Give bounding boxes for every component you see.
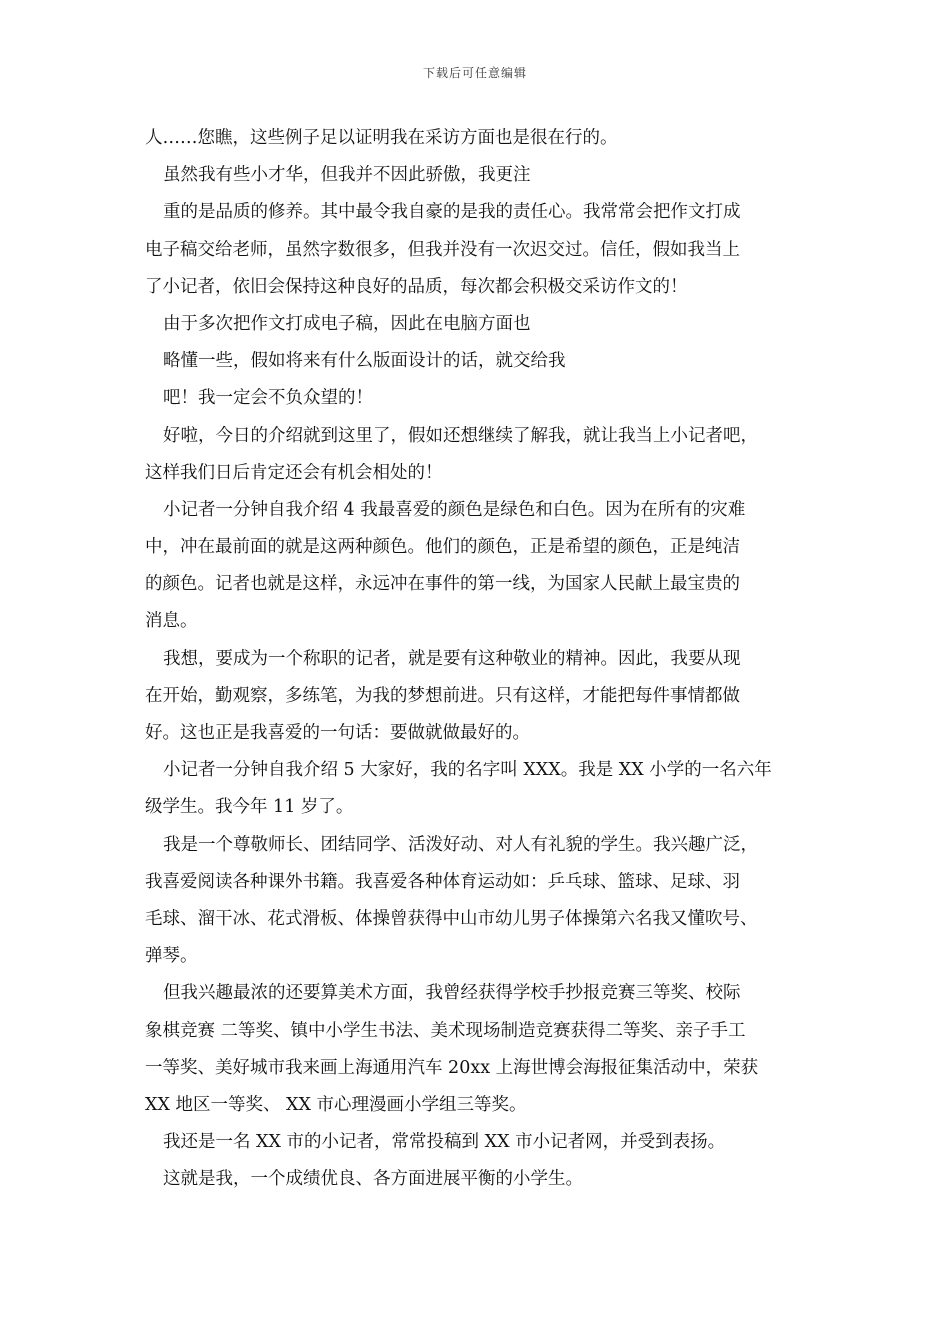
text-line: 小记者一分钟自我介绍 5 大家好，我的名字叫 XXX。我是 XX 小学的一名六年	[163, 760, 772, 781]
text-line: 弹琴。	[145, 946, 198, 967]
text-line: 略懂一些，假如将来有什么版面设计的话，就交给我	[163, 351, 566, 372]
text-line: 这就是我，一个成绩优良、各方面进展平衡的小学生。	[163, 1169, 583, 1190]
text-line: 但我兴趣最浓的还要算美术方面，我曾经获得学校手抄报竞赛三等奖、校际	[163, 983, 741, 1004]
text-line: 由于多次把作文打成电子稿，因此在电脑方面也	[163, 313, 531, 334]
text-line: 的颜色。记者也就是这样，永远冲在事件的第一线，为国家人民献上最宝贵的	[145, 574, 740, 595]
text-line: 一等奖、美好城市我来画上海通用汽车 20xx 上海世博会海报征集活动中，荣获	[145, 1057, 759, 1078]
text-line: 好啦，今日的介绍就到这里了，假如还想继续了解我，就让我当上小记者吧，	[163, 425, 758, 446]
text-line: 我还是一名 XX 市的小记者，常常投稿到 XX 市小记者网，并受到表扬。	[163, 1132, 726, 1153]
page-header: 下载后可任意编辑	[422, 66, 527, 80]
text-line: 我喜爱阅读各种课外书籍。我喜爱各种体育运动如：乒乓球、篮球、足球、羽	[145, 871, 740, 892]
text-line: 吧！我一定会不负众望的！	[163, 388, 373, 409]
text-line: 重的是品质的修养。其中最令我自豪的是我的责任心。我常常会把作文打成	[163, 202, 741, 223]
text-line: 这样我们日后肯定还会有机会相处的！	[145, 462, 443, 483]
text-line: 消息。	[145, 611, 198, 632]
text-line: XX 地区一等奖、 XX 市心理漫画小学组三等奖。	[145, 1094, 527, 1115]
text-line: 毛球、溜干冰、花式滑板、体操曾获得中山市幼儿男子体操第六名我又懂吹号、	[145, 908, 758, 929]
text-line: 在开始，勤观察，多练笔，为我的梦想前进。只有这样，才能把每件事情都做	[145, 685, 740, 706]
text-line: 好。这也正是我喜爱的一句话：要做就做最好的。	[145, 723, 530, 743]
text-line: 我是一个尊敬师长、团结同学、活泼好动、对人有礼貌的学生。我兴趣广泛，	[163, 834, 758, 855]
document-body	[145, 120, 825, 1198]
text-line: 电子稿交给老师，虽然字数很多，但我并没有一次迟交过。信任，假如我当上	[145, 239, 740, 260]
text-line: 象棋竞赛 二等奖、镇中小学生书法、美术现场制造竞赛获得二等奖、亲子手工	[145, 1020, 746, 1041]
text-line: 小记者一分钟自我介绍 4 我最喜爱的颜色是绿色和白色。因为在所有的灾难	[163, 499, 746, 520]
text-line: 级学生。我今年 11 岁了。	[145, 797, 354, 818]
text-line: 虽然我有些小才华，但我并不因此骄傲，我更注	[163, 165, 531, 186]
text-line: 我想，要成为一个称职的记者，就是要有这种敬业的精神。因此，我要从现	[163, 648, 741, 669]
text-line: 人……您瞧，这些例子足以证明我在采访方面也是很在行的。	[145, 128, 618, 148]
text-line: 了小记者，依旧会保持这种良好的品质，每次都会积极交采访作文的！	[145, 276, 688, 297]
text-line: 中，冲在最前面的就是这两种颜色。他们的颜色，正是希望的颜色，正是纯洁	[145, 537, 740, 558]
